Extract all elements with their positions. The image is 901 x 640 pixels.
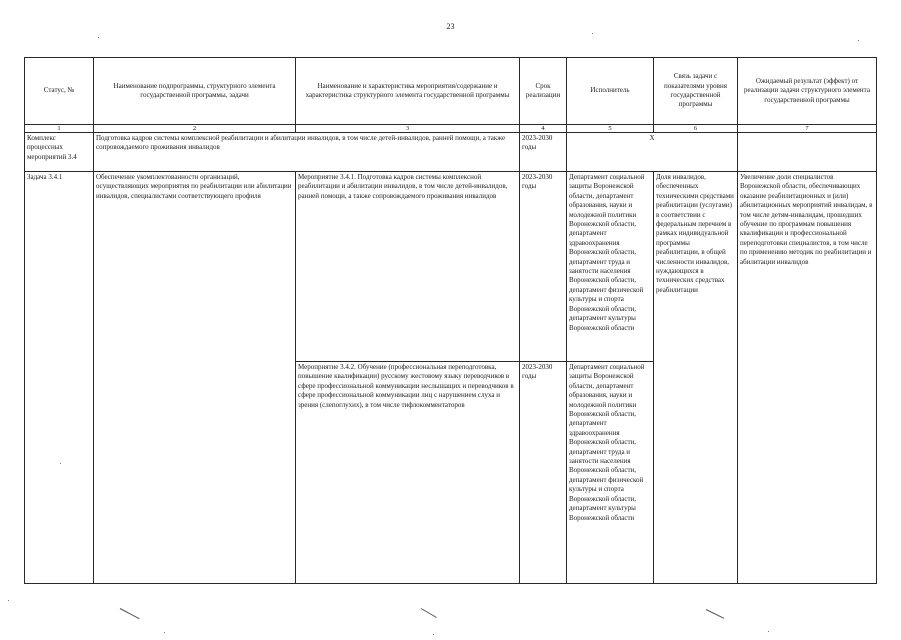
scan-mark bbox=[421, 608, 437, 618]
complex-name: Подготовка кадров системы комплексной реабилитации и абилитации инвалидов, в том числе детей-инвалидов, ранней помощи, а также сопровождаемого проживания инвалидов bbox=[94, 133, 520, 172]
column-number: 1 bbox=[25, 125, 94, 133]
event-3-4-1-term: 2023-2030 годы bbox=[520, 172, 567, 362]
event-3-4-1: Мероприятие 3.4.1. Подготовка кадров системы комплексной реабилитации и абилитации инвалидов, в том числе детей-инвалидов, ранней помощи, а также сопровождаемого проживания инвалидов bbox=[296, 172, 520, 362]
event-3-4-1-executor: Департамент социальной защиты Воронежской области, департамент образования, науки и молодежной политики Воронежской области, департамент здравоохранения Воронежской области, департамент труда и занятости населения Воронежской области, департамент физической культуры и спорта Воронежской области, департамент культуры Воронежской области bbox=[567, 172, 654, 362]
event-3-4-2-executor: Департамент социальной защиты Воронежской области, департамент образования, науки и молодежной политики Воронежской области, департамент здравоохранения Воронежской области, департамент труда и занятости населения Воронежской области, департамент физической культуры и спорта Воронежской области, департамент культуры Воронежской области bbox=[567, 362, 654, 584]
header-indicator: Связь задачи с показателями уровня государственной программы bbox=[654, 58, 738, 125]
event-3-4-2: Мероприятие 3.4.2. Обучение (профессиональная переподготовка, повышение квалификации) русскому жестовому языку переводчиков в сфере профессиональной коммуникации неслышащих и переводчиков в сфере профессиональной коммуникации лиц с нарушением слуха и зрения (слепоглухих), в том числе тифлокомментаторов bbox=[296, 362, 520, 584]
header-name: Наименование подпрограммы, структурного элемента государственной программы, задачи bbox=[94, 58, 296, 125]
scan-mark bbox=[768, 631, 769, 632]
scan-mark bbox=[164, 632, 165, 633]
complex-term: 2023-2030 годы bbox=[520, 133, 567, 172]
header-event: Наименование и характеристика мероприятия/содержание и характеристика структурного элемента государственной программы bbox=[296, 58, 520, 125]
event-3-4-2-term: 2023-2030 годы bbox=[520, 362, 567, 584]
complex-status: Комплекс процессных мероприятий 3.4 bbox=[25, 133, 94, 172]
column-number: 2 bbox=[94, 125, 296, 133]
header-executor: Исполнитель bbox=[567, 58, 654, 125]
page-number: 23 bbox=[446, 22, 455, 31]
task-row bbox=[25, 172, 877, 362]
task-result: Увеличение доли специалистов Воронежской области, обеспечивающих оказание реабилитационных и (или) абилитационных мероприятий инвалидам, в том числе детям-инвалидам, прошедших обучение по программам повышения квалификации и профессиональной переподготовки специалистов, в том числе по применению методик по реабилитации и абилитации инвалидов bbox=[738, 172, 877, 584]
scan-mark bbox=[858, 40, 859, 41]
scan-mark bbox=[98, 37, 99, 38]
program-table bbox=[24, 57, 877, 584]
header-status: Статус, № bbox=[25, 58, 94, 125]
complex-result bbox=[738, 133, 877, 172]
scan-mark bbox=[592, 33, 593, 34]
column-number: 3 bbox=[296, 125, 520, 133]
header-result: Ожидаемый результат (эффект) от реализации задачи структурного элемента государственной программы bbox=[738, 58, 877, 125]
column-number-row bbox=[25, 125, 877, 133]
task-indicator: Доля инвалидов, обеспеченных техническими средствами реабилитации (услугами) в соответствии с федеральным перечнем в рамках индивидуальной программы реабилитации, в общей численности инвалидов, нуждающихся в технических средствах реабилитации bbox=[654, 172, 738, 584]
task-name: Обеспечение укомплектованности организаций, осуществляющих мероприятия по реабилитации или абилитации инвалидов, специалистами соответствующего профиля bbox=[94, 172, 296, 584]
column-number: 4 bbox=[520, 125, 567, 133]
column-number: 5 bbox=[567, 125, 654, 133]
column-number: 6 bbox=[654, 125, 738, 133]
complex-link: X bbox=[567, 133, 738, 172]
task-status: Задача 3.4.1 bbox=[25, 172, 94, 584]
header-row bbox=[25, 58, 877, 125]
column-number: 7 bbox=[738, 125, 877, 133]
scan-mark bbox=[8, 600, 9, 601]
scan-mark bbox=[433, 634, 434, 635]
scan-mark bbox=[120, 608, 140, 619]
complex-row bbox=[25, 133, 877, 172]
scan-mark bbox=[60, 463, 61, 464]
header-term: Срок реализации bbox=[520, 58, 567, 125]
scan-mark bbox=[706, 609, 724, 619]
